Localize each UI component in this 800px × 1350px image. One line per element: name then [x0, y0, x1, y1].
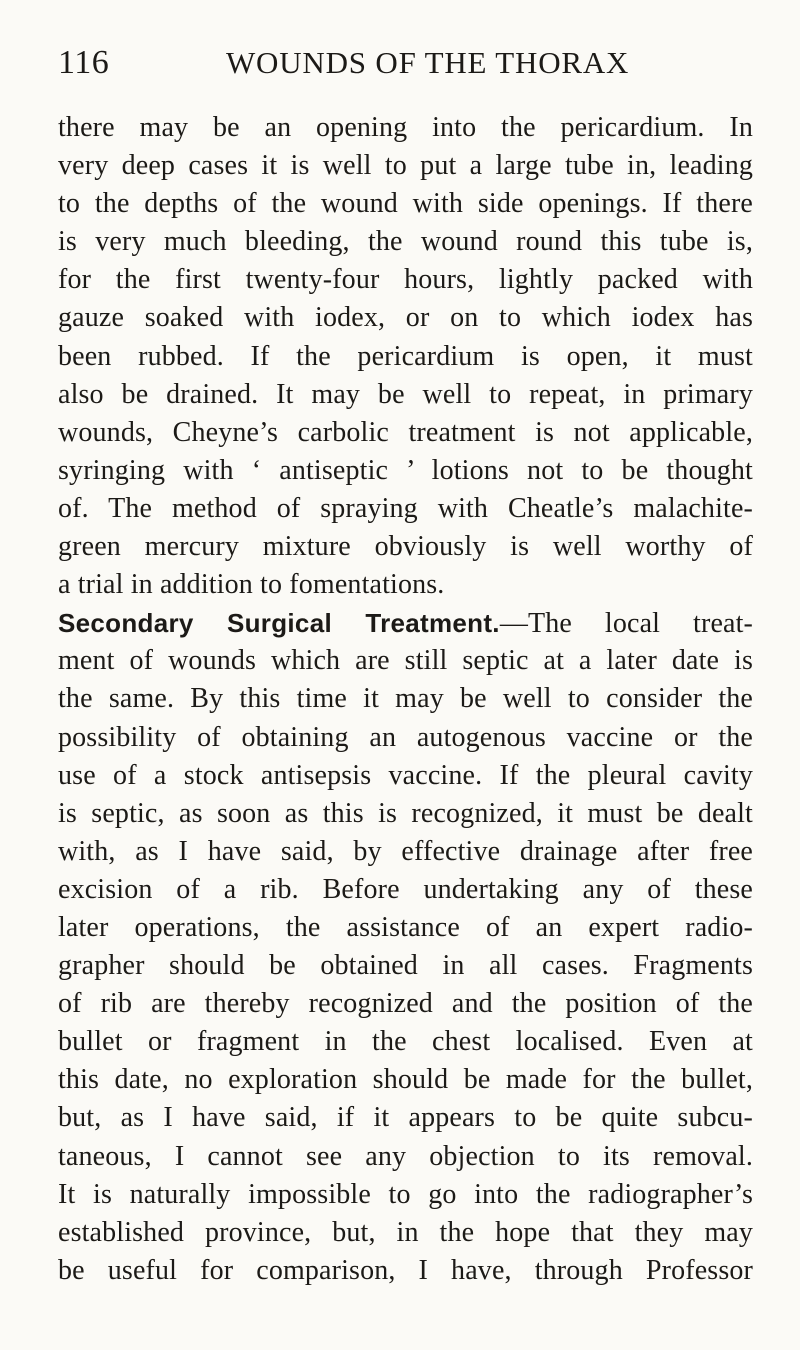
text-line: very deep cases it is well to put a large tube in, leading — [58, 150, 753, 182]
text-line: is very much bleeding, the wound round this tube is, — [58, 226, 753, 258]
running-title: WOUNDS OF THE THORAX — [226, 45, 630, 80]
text-line: there may be an opening into the pericardium. In — [58, 112, 753, 143]
text-line: bullet or fragment in the chest localised. Even at — [58, 1026, 753, 1058]
text-line: syringing with ‘ antiseptic ’ lotions not to be thought — [58, 454, 753, 486]
text-line: to the depths of the wound with side openings. If there — [58, 188, 753, 220]
text-line: taneous, I cannot see any objection to its removal. — [58, 1140, 753, 1172]
text-line: a trial in addition to fomentations. — [58, 569, 445, 601]
body-text — [58, 109, 753, 1290]
text-line: also be drained. It may be well to repeat, in primary — [58, 378, 753, 410]
text-line: but, as I have said, if it appears to be quite subcu- — [58, 1102, 753, 1134]
text-line: gauze soaked with iodex, or on to which iodex has — [58, 302, 753, 334]
text-line: grapher should be obtained in all cases. Fragments — [58, 950, 753, 982]
text-line: wounds, Cheyne’s carbolic treatment is not applicable, — [58, 416, 753, 448]
section-first-line-text: —The local treat- — [499, 608, 754, 640]
text-line: possibility of obtaining an autogenous vaccine or the — [58, 721, 753, 753]
page-header — [58, 42, 742, 92]
text-line: been rubbed. If the pericardium is open, it must — [58, 340, 753, 372]
text-line: of. The method of spraying with Cheatle’s malachite- — [58, 492, 753, 524]
text-line: the same. By this time it may be well to consider the — [58, 683, 753, 715]
page-number: 116 — [58, 44, 110, 81]
text-line: be useful for comparison, I have, through Professor — [58, 1254, 753, 1286]
text-line: green mercury mixture obviously is well worthy of — [58, 531, 753, 563]
text-line: It is naturally impossible to go into the radiographer’s — [58, 1178, 753, 1210]
text-line: later operations, the assistance of an expert radio- — [58, 911, 753, 943]
text-line: of rib are thereby recognized and the position of the — [58, 988, 753, 1020]
text-line: is septic, as soon as this is recognized, it must be dealt — [58, 797, 753, 829]
text-line: ment of wounds which are still septic at a later date is — [58, 645, 753, 677]
section-heading: Secondary Surgical Treatment. — [58, 608, 500, 639]
text-line: established province, but, in the hope that they may — [58, 1216, 753, 1248]
section-heading-line — [58, 604, 753, 642]
text-line: for the first twenty-four hours, lightly packed with — [58, 264, 753, 296]
text-line: excision of a rib. Before undertaking any of these — [58, 873, 753, 905]
text-line: with, as I have said, by effective drainage after free — [58, 835, 753, 867]
text-line: this date, no exploration should be made for the bullet, — [58, 1064, 753, 1096]
text-line: use of a stock antisepsis vaccine. If the pleural cavity — [58, 759, 753, 791]
